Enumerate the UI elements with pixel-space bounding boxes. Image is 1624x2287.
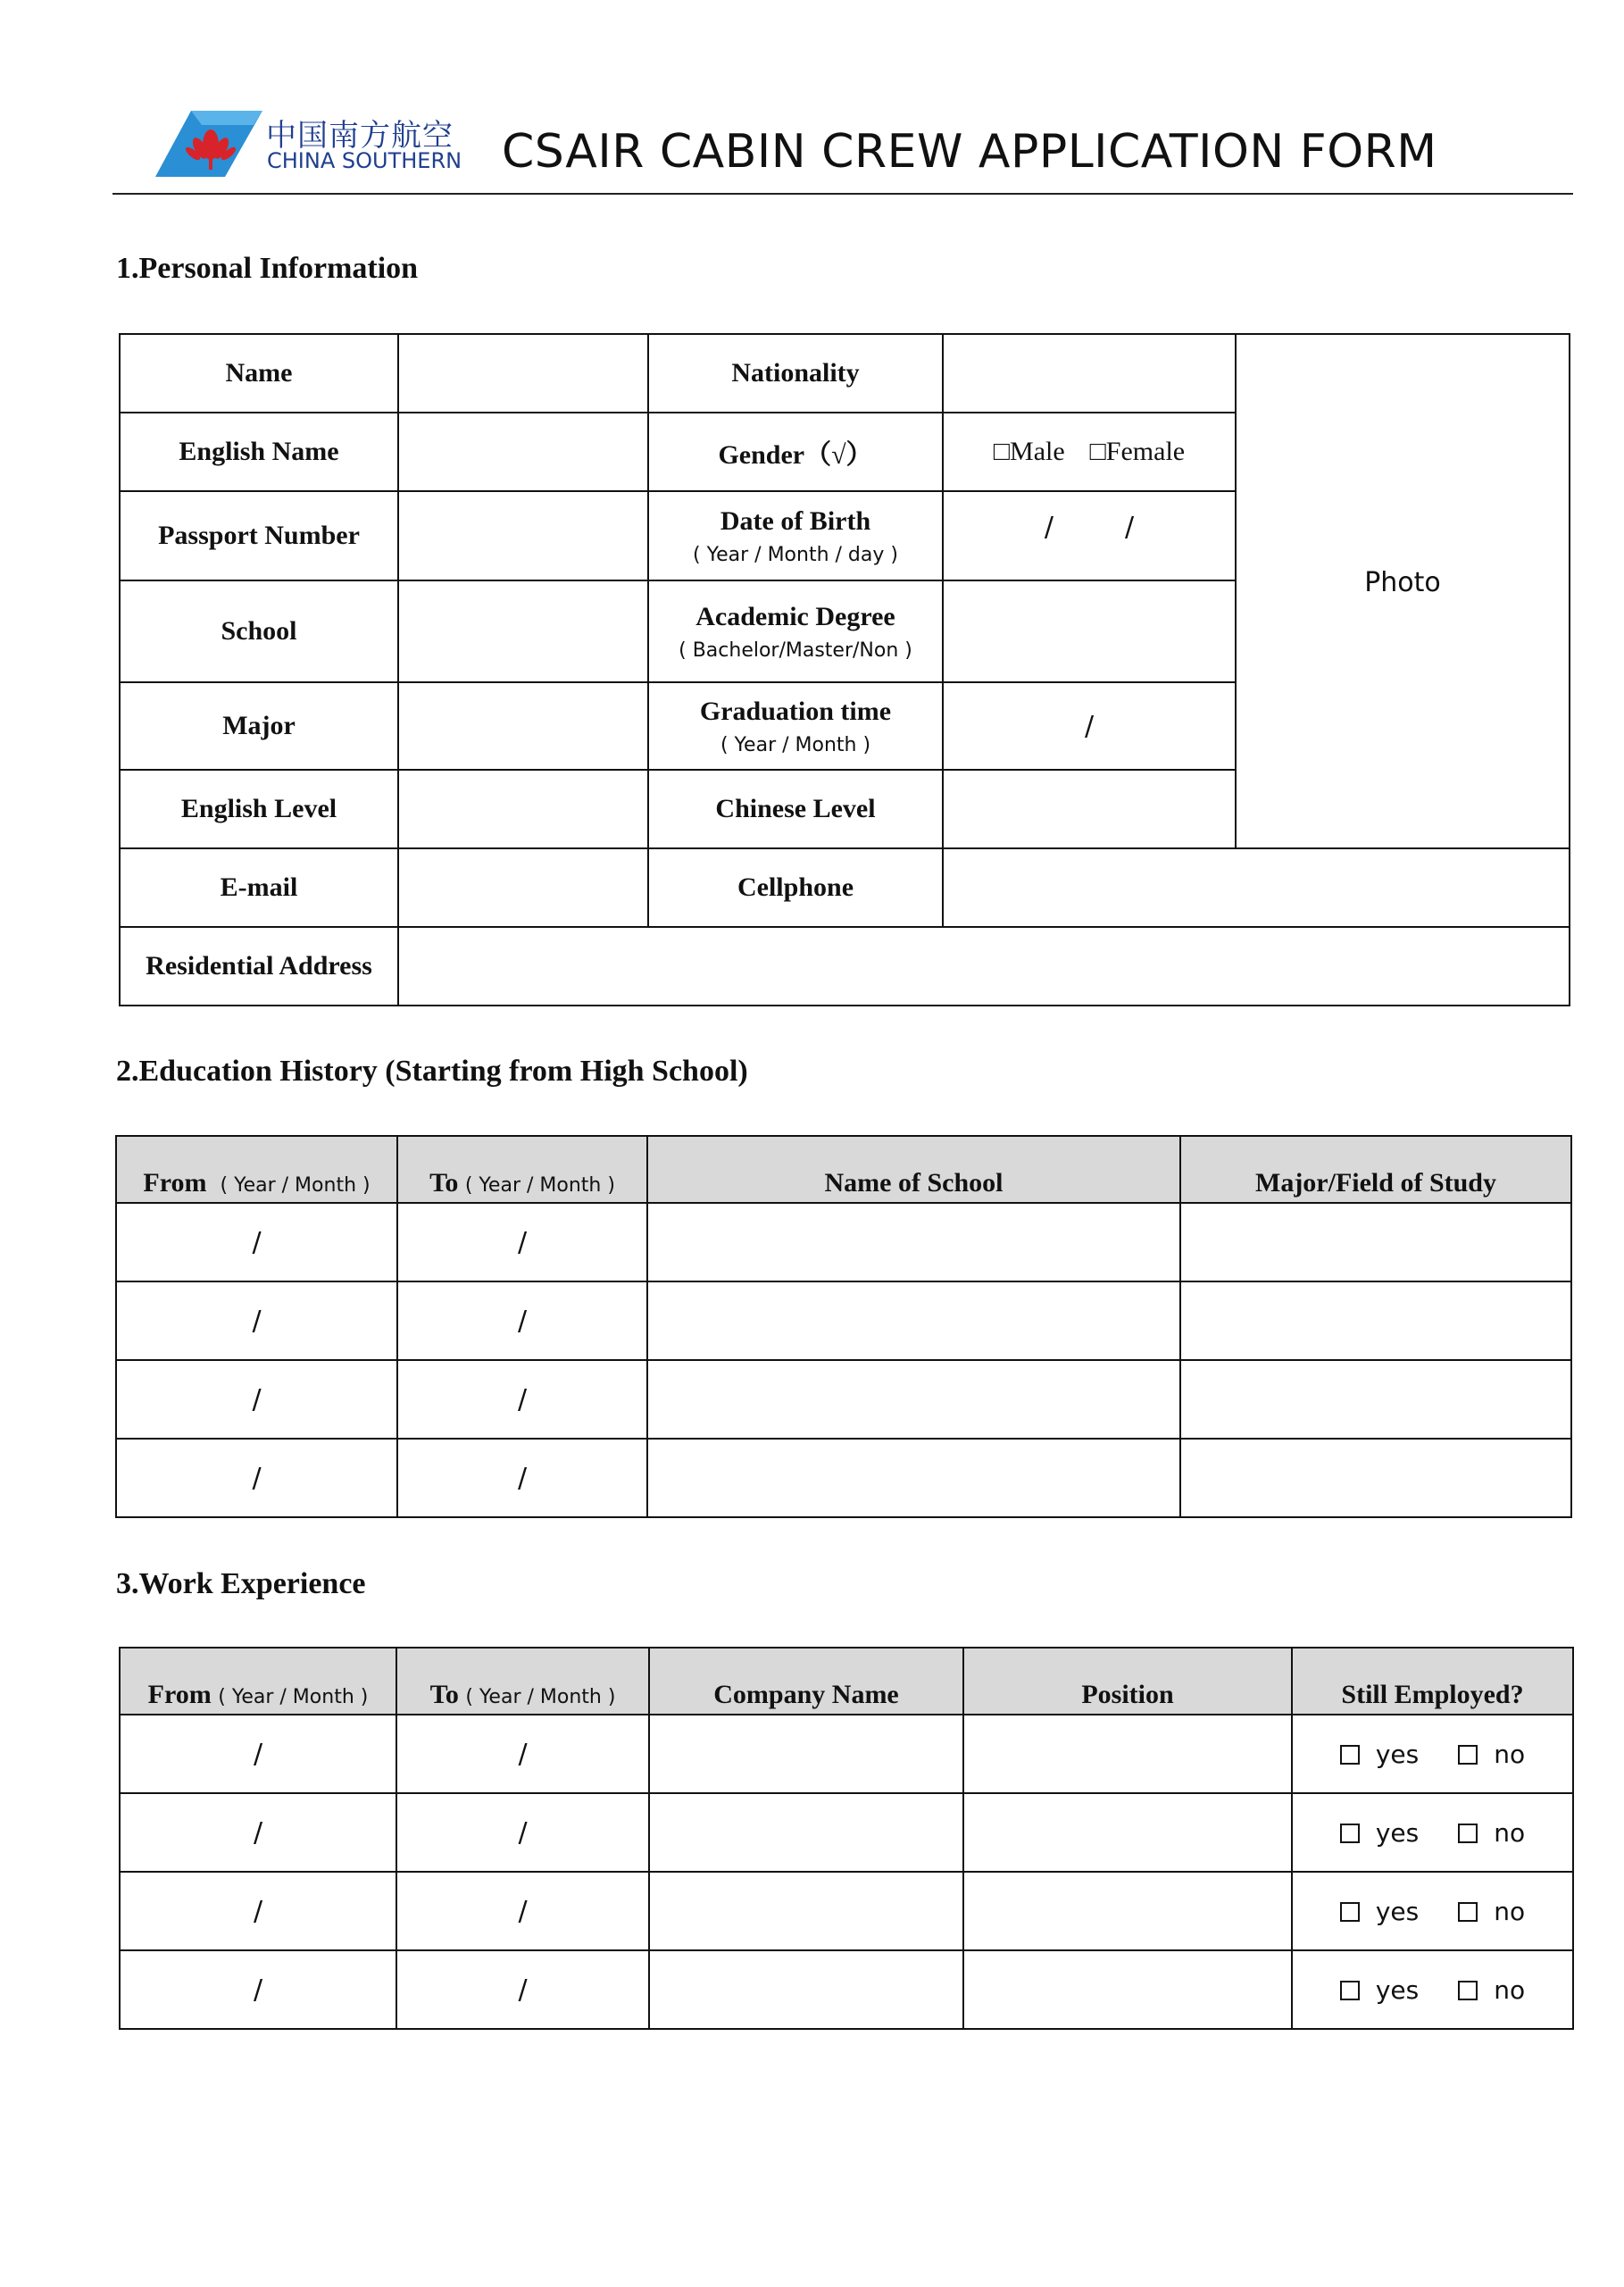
english-level-label: English Level [120, 770, 398, 848]
work-col-from-label: From [147, 1680, 212, 1709]
checkbox-icon [1458, 1981, 1478, 2000]
work-company-cell[interactable] [649, 1950, 963, 2029]
checkbox-icon [1458, 1745, 1478, 1765]
passport-number-label: Passport Number [120, 491, 398, 580]
still-employed-no-option[interactable] [1458, 1897, 1525, 1926]
form-header [112, 105, 1573, 195]
name-field[interactable] [398, 334, 648, 413]
no-label: no [1494, 1974, 1526, 2005]
work-col-company: Company Name [649, 1648, 963, 1715]
edu-school-cell[interactable] [647, 1439, 1180, 1517]
checkbox-icon [1340, 1981, 1360, 2000]
logo-english-text: CHINA SOUTHERN [267, 148, 462, 173]
still-employed-yes-option[interactable] [1340, 1818, 1419, 1848]
still-employed-cell [1292, 1793, 1573, 1872]
email-field[interactable] [398, 848, 648, 927]
edu-to-cell[interactable]: / [397, 1203, 647, 1281]
form-title: CSAIR CABIN CREW APPLICATION FORM [502, 125, 1437, 179]
dob-slash-2: / [1125, 512, 1135, 543]
still-employed-yes-option[interactable] [1340, 1740, 1419, 1769]
gender-male-option[interactable]: □Male [993, 437, 1065, 466]
edu-col-from-label: From [143, 1168, 207, 1198]
work-row [120, 1872, 1573, 1950]
edu-col-from-unit: ( Year / Month ) [220, 1174, 371, 1197]
still-employed-no-option[interactable] [1458, 1740, 1525, 1769]
edu-row [116, 1360, 1571, 1439]
work-col-to [396, 1648, 649, 1715]
graduation-slash: / [1084, 710, 1095, 742]
edu-to-cell[interactable]: / [397, 1439, 647, 1517]
academic-degree-label-text: Academic Degree [695, 601, 895, 631]
checkbox-icon [1458, 1902, 1478, 1922]
logo-chinese-text: 中国南方航空 [266, 118, 454, 154]
work-to-cell[interactable]: / [396, 1715, 649, 1793]
school-field[interactable] [398, 580, 648, 682]
edu-to-cell[interactable]: / [397, 1360, 647, 1439]
still-employed-cell [1292, 1950, 1573, 2029]
dob-field[interactable] [943, 491, 1236, 580]
photo-label: Photo [1364, 566, 1441, 598]
checkbox-icon [1340, 1745, 1360, 1765]
work-col-position: Position [963, 1648, 1292, 1715]
work-to-cell[interactable]: / [396, 1950, 649, 2029]
section-personal-heading: 1.Personal Information [116, 252, 419, 285]
yes-label: yes [1375, 1974, 1420, 2005]
yes-label: yes [1375, 1817, 1420, 1848]
gender-field [943, 413, 1236, 491]
personal-info-table [119, 333, 1570, 1006]
major-field[interactable] [398, 682, 648, 770]
work-company-cell[interactable] [649, 1793, 963, 1872]
nationality-field[interactable] [943, 334, 1236, 413]
edu-school-cell[interactable] [647, 1360, 1180, 1439]
edu-col-to-label: To [429, 1168, 459, 1198]
edu-row [116, 1203, 1571, 1281]
dob-slash-1: / [1044, 512, 1054, 543]
work-position-cell[interactable] [963, 1793, 1292, 1872]
work-col-from-unit: ( Year / Month ) [218, 1686, 369, 1708]
work-company-cell[interactable] [649, 1872, 963, 1950]
edu-row [116, 1281, 1571, 1360]
work-table [119, 1647, 1574, 2030]
work-col-to-unit: ( Year / Month ) [465, 1686, 616, 1708]
school-label: School [120, 580, 398, 682]
edu-to-cell[interactable]: / [397, 1281, 647, 1360]
work-position-cell[interactable] [963, 1872, 1292, 1950]
academic-degree-unit: ( Bachelor/Master/Non ) [679, 639, 912, 662]
edu-col-major: Major/Field of Study [1180, 1136, 1571, 1203]
dob-label-text: Date of Birth [720, 505, 871, 536]
graduation-time-unit: ( Year / Month ) [720, 733, 871, 756]
academic-degree-field[interactable] [943, 580, 1236, 682]
still-employed-cell [1292, 1872, 1573, 1950]
edu-row [116, 1439, 1571, 1517]
academic-degree-label [648, 580, 943, 682]
still-employed-yes-option[interactable] [1340, 1897, 1419, 1926]
chinese-level-field[interactable] [943, 770, 1236, 848]
no-label: no [1494, 1896, 1526, 1926]
section-education-heading: 2.Education History (Starting from High School) [116, 1055, 748, 1088]
work-from-cell[interactable]: / [120, 1793, 396, 1872]
still-employed-no-option[interactable] [1458, 1975, 1525, 2005]
checkbox-icon [1458, 1824, 1478, 1843]
english-name-field[interactable] [398, 413, 648, 491]
edu-col-from [116, 1136, 397, 1203]
residential-address-field[interactable] [398, 927, 1570, 1006]
email-label: E-mail [120, 848, 398, 927]
residential-address-label: Residential Address [120, 927, 398, 1006]
english-level-field[interactable] [398, 770, 648, 848]
edu-school-cell[interactable] [647, 1203, 1180, 1281]
dob-label [648, 491, 943, 580]
gender-female-option[interactable]: □Female [1089, 437, 1186, 466]
checkbox-icon [1340, 1902, 1360, 1922]
photo-box[interactable] [1236, 334, 1570, 848]
edu-from-cell[interactable]: / [116, 1439, 397, 1517]
edu-from-cell[interactable]: / [116, 1203, 397, 1281]
edu-major-cell[interactable] [1180, 1360, 1571, 1439]
work-to-cell[interactable]: / [396, 1872, 649, 1950]
work-col-to-label: To [429, 1680, 459, 1709]
still-employed-yes-option[interactable] [1340, 1975, 1419, 2005]
name-label: Name [120, 334, 398, 413]
edu-major-cell[interactable] [1180, 1203, 1571, 1281]
yes-label: yes [1375, 1739, 1420, 1769]
work-col-from [120, 1648, 396, 1715]
major-label: Major [120, 682, 398, 770]
english-name-label: English Name [120, 413, 398, 491]
edu-from-cell[interactable]: / [116, 1281, 397, 1360]
graduation-time-field[interactable] [943, 682, 1236, 770]
still-employed-cell [1292, 1715, 1573, 1793]
edu-col-to [397, 1136, 647, 1203]
work-from-cell[interactable]: / [120, 1872, 396, 1950]
section-work-heading: 3.Work Experience [116, 1567, 366, 1600]
work-col-employed: Still Employed? [1292, 1648, 1573, 1715]
edu-col-school: Name of School [647, 1136, 1180, 1203]
work-row [120, 1715, 1573, 1793]
work-row [120, 1950, 1573, 2029]
edu-school-cell[interactable] [647, 1281, 1180, 1360]
chinese-level-label: Chinese Level [648, 770, 943, 848]
work-to-cell[interactable]: / [396, 1793, 649, 1872]
work-position-cell[interactable] [963, 1715, 1292, 1793]
work-position-cell[interactable] [963, 1950, 1292, 2029]
edu-col-to-unit: ( Year / Month ) [464, 1174, 615, 1197]
still-employed-no-option[interactable] [1458, 1818, 1525, 1848]
work-company-cell[interactable] [649, 1715, 963, 1793]
cellphone-label: Cellphone [648, 848, 943, 927]
work-from-cell[interactable]: / [120, 1715, 396, 1793]
edu-from-cell[interactable]: / [116, 1360, 397, 1439]
passport-number-field[interactable] [398, 491, 648, 580]
no-label: no [1494, 1817, 1526, 1848]
nationality-label: Nationality [648, 334, 943, 413]
graduation-time-label-text: Graduation time [699, 696, 892, 726]
cellphone-field[interactable] [943, 848, 1570, 927]
yes-label: yes [1375, 1896, 1420, 1926]
graduation-time-label [648, 682, 943, 770]
checkbox-icon [1340, 1824, 1360, 1843]
education-table [115, 1135, 1572, 1518]
work-from-cell[interactable]: / [120, 1950, 396, 2029]
no-label: no [1494, 1739, 1526, 1769]
edu-major-cell[interactable] [1180, 1439, 1571, 1517]
dob-unit: ( Year / Month / day ) [693, 543, 898, 566]
gender-label: Gender（√） [648, 413, 943, 491]
work-row [120, 1793, 1573, 1872]
edu-major-cell[interactable] [1180, 1281, 1571, 1360]
